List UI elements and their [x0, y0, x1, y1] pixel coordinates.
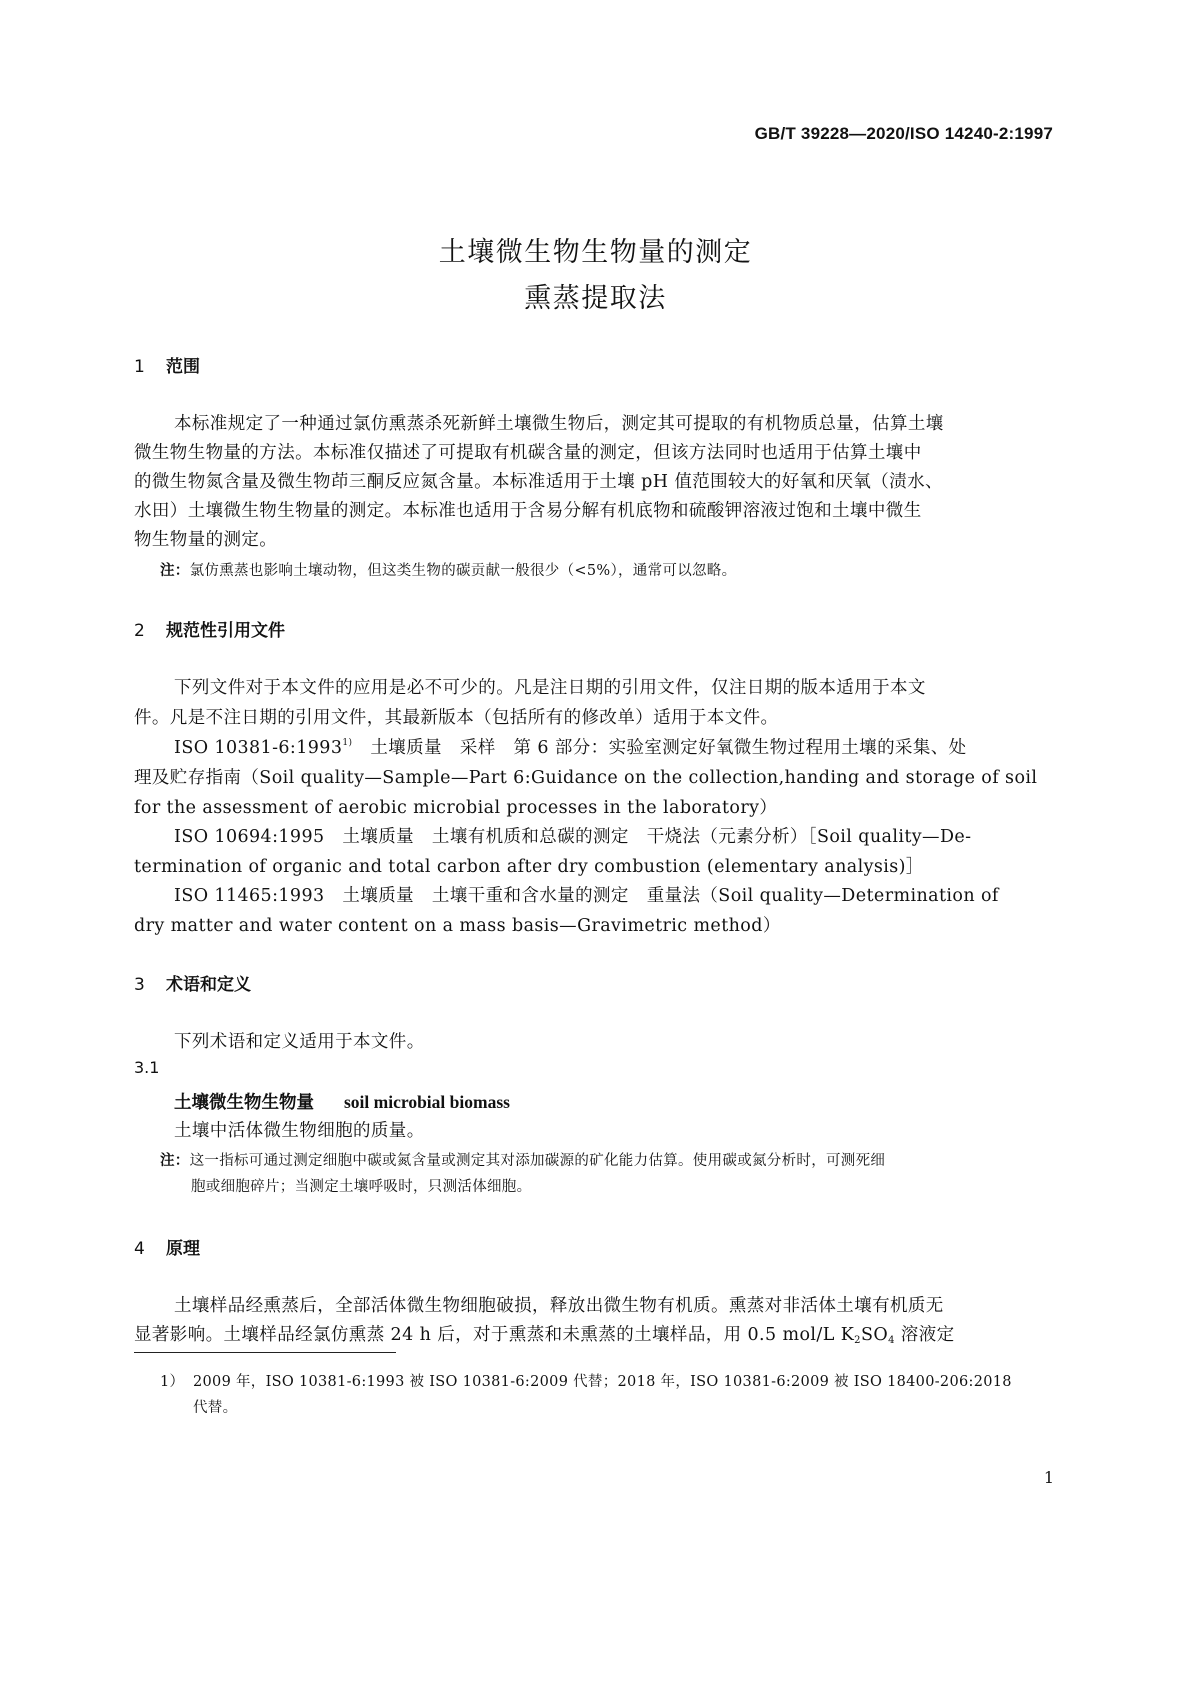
subscript: 4 — [888, 1335, 895, 1346]
footnote-text: 2009 年，ISO 10381-6:1993 被 ISO 10381-6:2009 代替；2018 年，ISO 10381-6:2009 被 ISO 18400-206:2018 — [193, 1374, 1012, 1390]
document-title: 土壤微生物生物量的测定 — [438, 237, 753, 268]
text-run: 显著影响。土壤样品经氯仿熏蒸 24 h 后，对于熏蒸和未熏蒸的土壤样品，用 0.5 mol/L K — [134, 1325, 855, 1345]
paragraph-line: 下列文件对于本文件的应用是必不可少的。凡是注日期的引用文件，仅注日期的版本适用于本文 — [174, 678, 926, 698]
reference-iso-10381-6 — [174, 734, 967, 759]
section-number: 2 — [134, 621, 145, 641]
note-text: 氯仿熏蒸也影响土壤动物，但这类生物的碳贡献一般很少（<5%），通常可以忽略。 — [189, 563, 737, 579]
section-title: 范围 — [166, 357, 200, 377]
paragraph-line: 件。凡是不注日期的引用文件，其最新版本（包括所有的修改单）适用于本文件。 — [134, 708, 779, 728]
paragraph-line: 下列术语和定义适用于本文件。 — [174, 1032, 425, 1052]
paragraph-line: 理及贮存指南（Soil quality—Sample—Part 6:Guidance on the collection,handing and storage of soil — [134, 768, 1038, 788]
term-number: 3.1 — [134, 1058, 160, 1077]
note-text: 这一指标可通过测定细胞中碳或氮含量或测定其对添加碳源的矿化能力估算。使用碳或氮分析时，可测死细 — [189, 1153, 886, 1169]
standard-code: GB/T 39228—2020/ISO 14240-2:1997 — [754, 124, 1053, 143]
paragraph-line: termination of organic and total carbon after dry combustion (elementary analysis)］ — [134, 857, 924, 877]
paragraph-line: 的微生物氮含量及微生物茚三酮反应氮含量。本标准适用于土壤 pH 值范围较大的好氧和厌氧（渍水、 — [134, 472, 943, 492]
paragraph-line-with-formula — [134, 1321, 955, 1346]
footnote-marker: 1） — [160, 1374, 185, 1390]
paragraph-line: 水田）土壤微生物生物量的测定。本标准也适用于含易分解有机底物和硫酸钾溶液过饱和土壤中微生 — [134, 501, 922, 521]
section-3-heading — [134, 970, 251, 995]
term-english: soil microbial biomass — [344, 1092, 510, 1112]
paragraph-line: 本标准规定了一种通过氯仿熏蒸杀死新鲜土壤微生物后，测定其可提取的有机物质总量，估算土壤 — [174, 414, 944, 434]
reference-code: ISO 10381-6:1993 — [174, 738, 343, 758]
section-number: 1 — [134, 357, 145, 377]
section-title: 原理 — [166, 1239, 200, 1259]
term-chinese: 土壤微生物生物量 — [174, 1093, 314, 1113]
footnote-text-continued: 代替。 — [193, 1400, 238, 1416]
note-label: 注： — [160, 563, 190, 579]
paragraph-line: for the assessment of aerobic microbial processes in the laboratory） — [134, 798, 778, 818]
paragraph-line: 微生物生物量的方法。本标准仅描述了可提取有机碳含量的测定，但该方法同时也适用于估算土壤中 — [134, 443, 922, 463]
paragraph-line: dry matter and water content on a mass basis—Gravimetric method） — [134, 916, 781, 936]
section-1-heading — [134, 352, 200, 377]
section-4-heading — [134, 1234, 200, 1259]
section-number: 4 — [134, 1239, 145, 1259]
section-1-note — [160, 559, 736, 580]
footnote-marker: 1) — [342, 738, 353, 748]
section-2-heading — [134, 616, 285, 641]
text-run: 溶液定 — [894, 1325, 955, 1345]
reference-iso-11465: ISO 11465:1993 土壤质量 土壤干重和含水量的测定 重量法（Soil quality—Determination of — [174, 886, 999, 906]
section-number: 3 — [134, 975, 145, 995]
term-definition: 土壤中活体微生物细胞的质量。 — [174, 1121, 425, 1141]
subscript: 2 — [854, 1335, 861, 1346]
note-text-continued: 胞或细胞碎片；当测定土壤呼吸时，只测活体细胞。 — [191, 1179, 532, 1195]
reference-title: 土壤质量 采样 第 6 部分：实验室测定好氧微生物过程用土壤的采集、处 — [352, 738, 967, 758]
reference-iso-10694: ISO 10694:1995 土壤质量 土壤有机质和总碳的测定 干烧法（元素分析）［Soil quality—De- — [174, 827, 972, 847]
section-title: 术语和定义 — [166, 975, 251, 995]
text-run: SO — [860, 1325, 889, 1345]
term-entry — [174, 1089, 510, 1114]
section-title: 规范性引用文件 — [166, 621, 285, 641]
note-label: 注： — [160, 1153, 190, 1169]
document-subtitle: 熏蒸提取法 — [524, 283, 667, 314]
paragraph-line: 物生物量的测定。 — [134, 530, 278, 550]
paragraph-line: 土壤样品经熏蒸后，全部活体微生物细胞破损，释放出微生物有机质。熏蒸对非活体土壤有机质无 — [174, 1296, 944, 1316]
section-3-note — [160, 1149, 885, 1170]
footnote-divider — [134, 1352, 396, 1353]
page-number: 1 — [1043, 1468, 1054, 1487]
